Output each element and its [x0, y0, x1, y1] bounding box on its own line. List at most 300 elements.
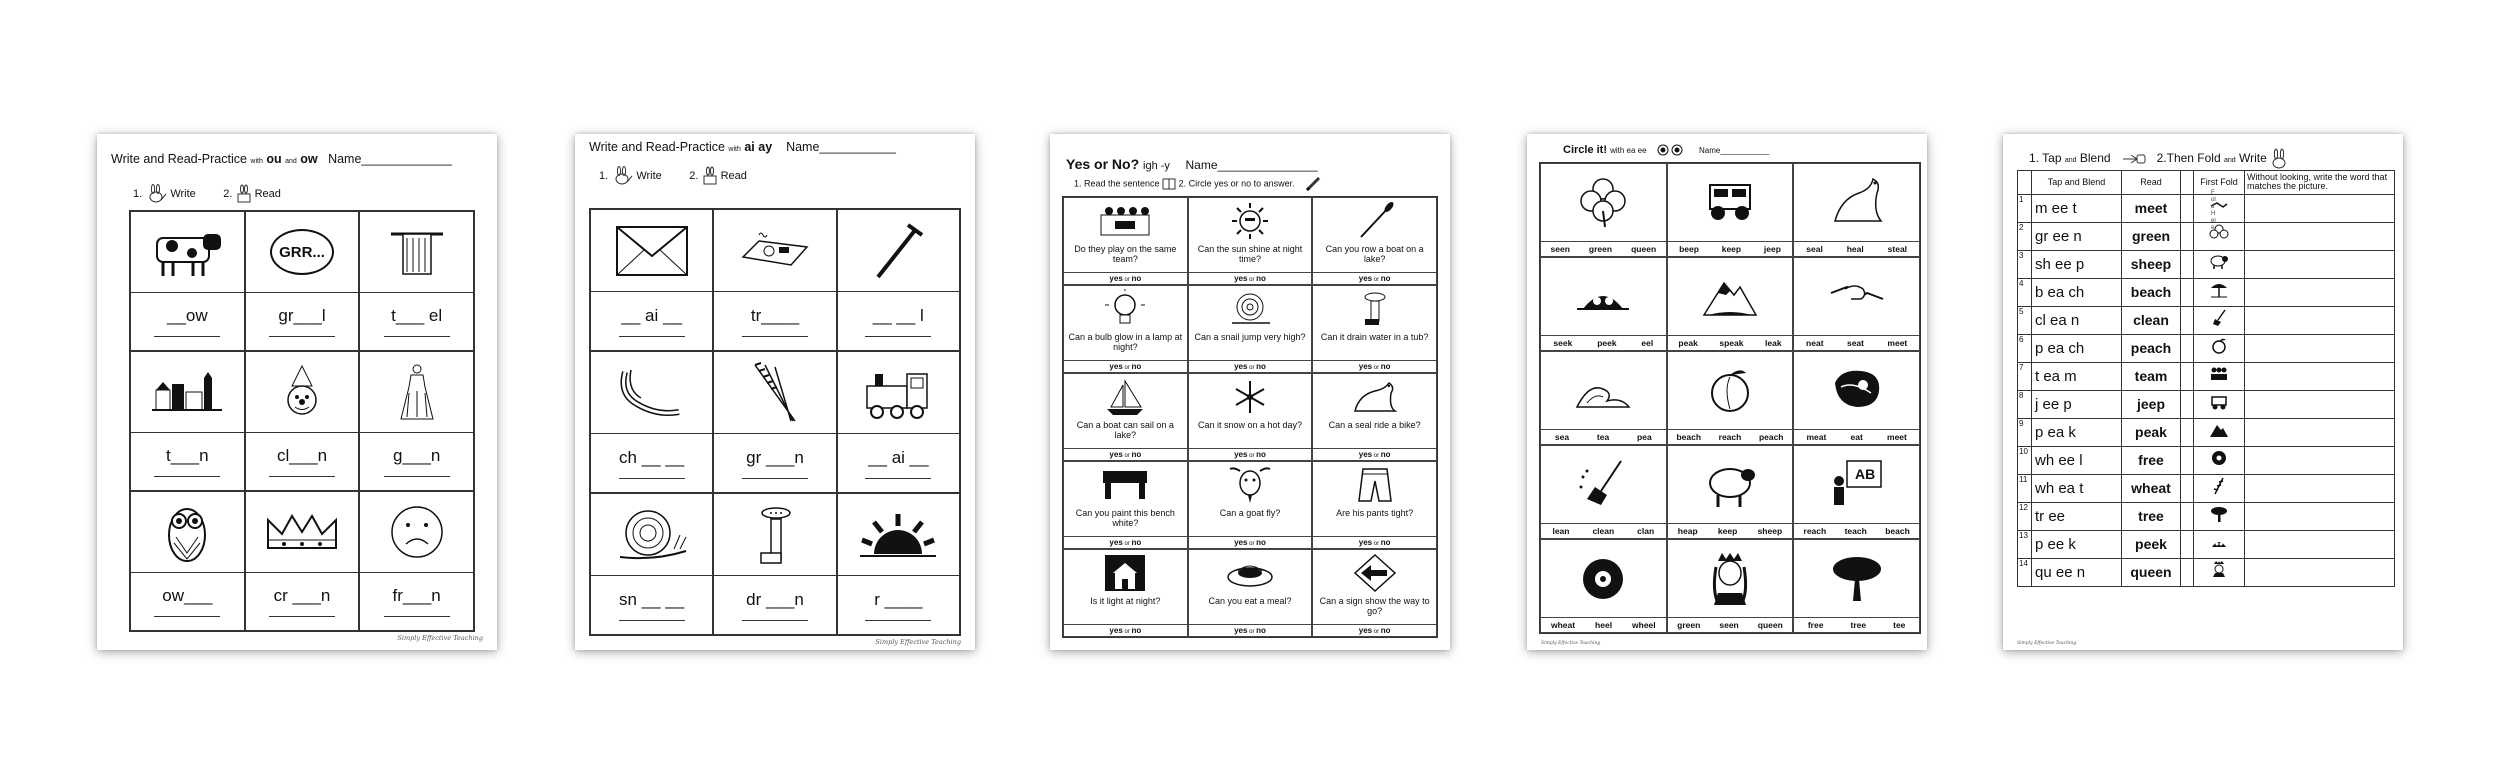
word-choice[interactable]: peak — [1678, 338, 1698, 348]
row-number: 8 — [2018, 390, 2032, 418]
yes-option[interactable]: yes — [1109, 274, 1123, 283]
name-line: Name___________ — [1699, 146, 1770, 155]
table-row — [2018, 334, 2395, 362]
fold-column — [2181, 306, 2194, 334]
pencil-icon — [1305, 176, 1323, 192]
question-text: Can a goat fly? — [1219, 508, 1281, 518]
no-option[interactable]: no — [1131, 362, 1142, 371]
word-choice[interactable]: beach — [1676, 432, 1702, 442]
row-number: 14 — [2018, 558, 2032, 586]
yes-option[interactable]: yes — [1234, 626, 1248, 635]
yes-option[interactable]: yes — [1234, 538, 1248, 547]
word-choice[interactable]: jeep — [1763, 244, 1781, 254]
yes-or-no-choice[interactable] — [1189, 360, 1312, 372]
picture-cell — [1793, 445, 1920, 539]
word-choices — [1794, 429, 1919, 444]
picture-cell — [1667, 257, 1794, 351]
word-blank: g___n — [393, 446, 441, 466]
worksheet-ai-ay[interactable] — [575, 134, 975, 650]
word-blank: cr ___n — [273, 586, 331, 606]
no-option[interactable]: no — [1380, 362, 1391, 371]
word-choices — [1541, 241, 1666, 256]
first-fold-picture — [2194, 222, 2245, 250]
fold-column — [2181, 390, 2194, 418]
write-answer-field[interactable] — [2245, 502, 2395, 530]
book-icon — [1162, 177, 1176, 191]
word-choice[interactable]: steal — [1887, 244, 1908, 254]
worksheet-title: 1. Tap and Blend 2.Then Fold and Write — [2029, 148, 2288, 170]
word-choice[interactable]: reach — [1718, 432, 1742, 442]
team-icon — [2209, 364, 2229, 384]
worksheet-tap-blend-fold[interactable] — [2003, 134, 2403, 650]
bunny-write-icon — [611, 166, 633, 186]
column-header-first-fold: First Fold — [2194, 171, 2245, 195]
column-header-tap: Tap and Blend — [2032, 171, 2122, 195]
instruction-text: Without looking, write the word that matches the picture. — [2245, 171, 2395, 195]
word-choice[interactable]: seat — [1846, 338, 1864, 348]
word-blank: __ow — [167, 306, 208, 326]
teacher-board-icon — [1827, 457, 1887, 513]
yes-or-no-choice[interactable] — [1064, 360, 1187, 372]
picture-cell — [1667, 163, 1794, 257]
picture-cell — [1540, 257, 1667, 351]
or-text: or — [1247, 629, 1257, 635]
word-choice[interactable]: teach — [1844, 526, 1867, 536]
word-choice[interactable]: clean — [1592, 526, 1615, 536]
first-fold-picture — [2194, 194, 2245, 222]
yes-option[interactable]: yes — [1109, 538, 1123, 547]
steak-meat-icon — [1827, 363, 1887, 419]
yes-or-no-choice[interactable] — [1189, 448, 1312, 460]
no-option[interactable]: no — [1380, 274, 1391, 283]
no-option[interactable]: no — [1380, 450, 1391, 459]
question-cell — [1063, 285, 1188, 373]
fold-column — [2181, 530, 2194, 558]
worksheet-title: Write and Read-Practice with ou and ow Name_____________ — [111, 152, 452, 166]
row-number: 3 — [2018, 250, 2032, 278]
read-word: beach — [2122, 278, 2181, 306]
mountain-peak-icon — [2209, 420, 2229, 440]
no-option[interactable]: no — [1380, 626, 1391, 635]
yes-or-no-choice[interactable] — [1064, 448, 1187, 460]
word-choice[interactable]: tee — [1893, 620, 1906, 630]
yes-option[interactable]: yes — [1358, 274, 1373, 283]
table-row — [2018, 222, 2395, 250]
grid-cell — [130, 491, 245, 631]
fold-column — [2181, 194, 2194, 222]
question-cell — [1188, 461, 1313, 549]
table-row — [2018, 530, 2395, 558]
yes-or-no-choice[interactable] — [1189, 272, 1312, 284]
word-choice[interactable]: lean — [1552, 526, 1570, 536]
first-fold-picture — [2194, 334, 2245, 362]
yes-or-no-choice[interactable] — [1313, 448, 1436, 460]
seal-icon — [1345, 377, 1405, 417]
bunny-write-icon — [145, 184, 167, 204]
word-choices — [1668, 523, 1793, 538]
no-option[interactable]: no — [1256, 626, 1266, 635]
jeep-icon — [2209, 392, 2229, 412]
first-fold-picture — [2194, 250, 2245, 278]
team-icon — [1095, 201, 1155, 241]
question-text: Can a sign show the way to go? — [1319, 596, 1430, 617]
word-blank: r ____ — [874, 589, 923, 609]
yes-option[interactable]: yes — [1109, 626, 1123, 635]
read-word: team — [2122, 362, 2181, 390]
write-answer-field[interactable] — [2245, 250, 2395, 278]
yes-option[interactable]: yes — [1358, 538, 1373, 547]
bunny-icon — [2270, 148, 2288, 170]
word-blank: ch __ __ — [619, 447, 685, 467]
write-answer-field[interactable] — [2245, 222, 2395, 250]
question-text: Can you row a boat on a lake? — [1325, 244, 1424, 265]
fold-here-label: Fold Here — [2211, 190, 2217, 231]
column-header-read: Read — [2122, 171, 2181, 195]
drain-icon — [755, 503, 795, 567]
yes-no-question-grid — [1062, 196, 1438, 638]
or-text: or — [1247, 277, 1257, 283]
frown-face-icon — [389, 504, 445, 560]
word-choice[interactable]: seen — [1719, 620, 1739, 630]
word-choice[interactable]: peek — [1597, 338, 1617, 348]
grid-cell — [245, 211, 360, 351]
question-text: Can you paint this bench white? — [1075, 508, 1175, 529]
word-choice[interactable]: heel — [1595, 620, 1613, 630]
yes-or-no-choice[interactable] — [1313, 536, 1436, 548]
word-blank: __ ai __ — [621, 305, 682, 325]
column-header — [2181, 171, 2194, 195]
house-night-icon — [1095, 553, 1155, 593]
word-choice[interactable]: seek — [1553, 338, 1573, 348]
tap-blend-word: gr ee n — [2032, 222, 2122, 250]
word-choice[interactable]: green — [1588, 244, 1613, 254]
word-choices — [1541, 523, 1666, 538]
tap-blend-word: sh ee p — [2032, 250, 2122, 278]
word-choice[interactable]: sea — [1554, 432, 1570, 442]
write-answer-field[interactable] — [2245, 194, 2395, 222]
first-fold-picture — [2194, 446, 2245, 474]
tap-blend-word: tr ee — [2032, 502, 2122, 530]
tap-blend-word: t ea m — [2032, 362, 2122, 390]
question-text: Can a boat can sail on a lake? — [1076, 420, 1174, 441]
grid-cell — [837, 493, 960, 635]
first-fold-picture — [2194, 362, 2245, 390]
picture-word-grid — [589, 208, 961, 636]
word-choice[interactable]: queen — [1631, 244, 1657, 254]
write-answer-field[interactable] — [2245, 418, 2395, 446]
cow-icon — [147, 226, 227, 278]
read-word: green — [2122, 222, 2181, 250]
word-choice[interactable]: keep — [1721, 244, 1742, 254]
grid-cell — [590, 351, 713, 493]
or-text: or — [1122, 365, 1132, 371]
no-option[interactable]: no — [1256, 362, 1266, 371]
picture-cell — [1667, 539, 1794, 633]
grid-cell — [130, 351, 245, 491]
word-choice[interactable]: wheat — [1550, 620, 1576, 630]
word-choice[interactable]: queen — [1757, 620, 1783, 630]
write-answer-field[interactable] — [2245, 306, 2395, 334]
grid-cell — [359, 491, 474, 631]
word-choice[interactable]: wheel — [1632, 620, 1656, 630]
or-text: or — [1372, 365, 1381, 371]
picture-cell — [1540, 163, 1667, 257]
write-answer-field[interactable] — [2245, 390, 2395, 418]
mail-envelope-icon — [614, 224, 690, 278]
picture-cell — [1540, 539, 1667, 633]
word-choice[interactable]: meet — [1887, 432, 1907, 442]
beach-umbrella-icon — [2209, 280, 2229, 300]
word-choice[interactable]: beach — [1885, 526, 1910, 536]
table-row — [2018, 474, 2395, 502]
word-choices — [1541, 429, 1666, 444]
grid-cell — [713, 493, 836, 635]
yes-option[interactable]: yes — [1358, 450, 1373, 459]
town-icon — [152, 372, 222, 412]
fold-column — [2181, 278, 2194, 306]
name-line: Name_______________ — [1185, 158, 1318, 172]
yes-option[interactable]: yes — [1109, 450, 1123, 459]
no-option[interactable]: no — [1131, 538, 1142, 547]
word-choice[interactable]: heal — [1846, 244, 1864, 254]
table-row — [2018, 502, 2395, 530]
yes-or-no-choice[interactable] — [1313, 360, 1436, 372]
word-choice[interactable]: tree — [1850, 620, 1867, 630]
question-cell — [1063, 549, 1188, 637]
question-text: Do they play on the same team? — [1074, 244, 1177, 265]
word-choice[interactable]: seen — [1550, 244, 1570, 254]
fold-column — [2181, 502, 2194, 530]
table-row — [2018, 446, 2395, 474]
fold-column — [2181, 362, 2194, 390]
word-choice[interactable]: peach — [1758, 432, 1784, 442]
sailboat-icon — [1095, 377, 1155, 417]
write-answer-field[interactable] — [2245, 474, 2395, 502]
svg-text:AB: AB — [1854, 465, 1875, 482]
no-option[interactable]: no — [1131, 626, 1142, 635]
read-word: sheep — [2122, 250, 2181, 278]
peek-eyes-icon — [2209, 532, 2229, 552]
yes-option[interactable]: yes — [1358, 362, 1373, 371]
snail-icon — [1220, 289, 1280, 329]
question-cell — [1063, 461, 1188, 549]
tree-icon — [2209, 504, 2229, 524]
grid-cell — [713, 209, 836, 351]
no-option[interactable]: no — [1131, 274, 1142, 283]
word-choice[interactable]: green — [1677, 620, 1701, 630]
seal-icon — [1827, 175, 1887, 231]
light-bulb-icon — [1095, 289, 1155, 329]
fold-column — [2181, 250, 2194, 278]
yes-option[interactable]: yes — [1234, 362, 1248, 371]
grid-cell — [837, 209, 960, 351]
circle-word-grid — [1539, 162, 1921, 634]
write-answer-field[interactable] — [2245, 446, 2395, 474]
or-text: or — [1372, 277, 1381, 283]
table-row — [2018, 278, 2395, 306]
row-number: 6 — [2018, 334, 2032, 362]
word-choice[interactable]: pea — [1637, 432, 1652, 442]
yes-or-no-choice[interactable] — [1064, 624, 1187, 636]
row-number: 5 — [2018, 306, 2032, 334]
word-choices — [1668, 335, 1793, 350]
tap-blend-word: p ea ch — [2032, 334, 2122, 362]
word-choice[interactable]: eat — [1850, 432, 1863, 442]
word-choice[interactable]: meat — [1806, 432, 1827, 442]
word-choices — [1668, 241, 1793, 256]
question-text: Can it snow on a hot day? — [1197, 420, 1303, 430]
no-option[interactable]: no — [1380, 538, 1391, 547]
word-choices — [1668, 617, 1793, 632]
nail-icon — [870, 221, 926, 281]
write-answer-field[interactable] — [2245, 530, 2395, 558]
tap-blend-word: p ee k — [2032, 530, 2122, 558]
word-choice[interactable]: neat — [1806, 338, 1824, 348]
tap-blend-table — [2017, 170, 2395, 587]
row-number: 12 — [2018, 502, 2032, 530]
word-choice[interactable]: eel — [1641, 338, 1654, 348]
worksheet-circle-it[interactable] — [1527, 134, 1927, 650]
picture-cell — [1667, 445, 1794, 539]
word-choice[interactable]: heap — [1677, 526, 1698, 536]
question-cell — [1312, 549, 1437, 637]
word-choice[interactable]: clan — [1637, 526, 1655, 536]
picture-cell — [1540, 351, 1667, 445]
sheep-icon — [2209, 252, 2229, 272]
yes-or-no-choice[interactable] — [1064, 536, 1187, 548]
row-number: 4 — [2018, 278, 2032, 306]
tap-blend-word: qu ee n — [2032, 558, 2122, 586]
read-word: wheat — [2122, 474, 2181, 502]
row-number: 10 — [2018, 446, 2032, 474]
no-option[interactable]: no — [1256, 538, 1266, 547]
yes-option[interactable]: yes — [1234, 450, 1248, 459]
fold-column — [2181, 418, 2194, 446]
fold-column — [2181, 558, 2194, 586]
word-blank: tr____ — [750, 305, 800, 325]
eyes-icon — [1656, 144, 1684, 156]
peach-icon — [1700, 363, 1760, 419]
read-word: clean — [2122, 306, 2181, 334]
word-choice[interactable]: reach — [1803, 526, 1827, 536]
yes-or-no-choice[interactable] — [1313, 272, 1436, 284]
no-option[interactable]: no — [1256, 274, 1266, 283]
meal-plate-icon — [1220, 553, 1280, 593]
tap-blend-word: wh ee l — [2032, 446, 2122, 474]
word-choice[interactable]: meet — [1887, 338, 1908, 348]
table-row — [2018, 390, 2395, 418]
read-word: jeep — [2122, 390, 2181, 418]
table-row — [2018, 418, 2395, 446]
yes-option[interactable]: yes — [1358, 626, 1373, 635]
yes-or-no-choice[interactable] — [1313, 624, 1436, 636]
table-row — [2018, 558, 2395, 586]
grid-cell — [245, 491, 360, 631]
grid-cell — [713, 351, 836, 493]
write-answer-field[interactable] — [2245, 362, 2395, 390]
word-choice[interactable]: tea — [1596, 432, 1610, 442]
question-cell — [1312, 373, 1437, 461]
question-cell — [1312, 197, 1437, 285]
question-text: Can a snail jump very high? — [1194, 332, 1306, 342]
read-word: queen — [2122, 558, 2181, 586]
picture-cell — [1793, 351, 1920, 445]
worksheet-yes-or-no[interactable] — [1050, 134, 1450, 650]
grid-cell — [590, 493, 713, 635]
question-text: Can you eat a meal? — [1208, 596, 1292, 606]
word-choices — [1541, 335, 1666, 350]
jeep-icon — [1700, 175, 1760, 231]
word-blank: gr___l — [278, 306, 326, 326]
worksheet-title: Circle it! with ea ee Name___________ — [1563, 144, 1770, 156]
yes-option[interactable]: yes — [1234, 274, 1248, 283]
sun-rays-icon — [860, 512, 936, 558]
worksheet-ou-ow[interactable] — [97, 134, 497, 650]
no-option[interactable]: no — [1131, 450, 1142, 459]
word-blank: cl___n — [276, 446, 328, 466]
word-blank: dr ___n — [746, 589, 804, 609]
broom-icon — [1573, 457, 1633, 513]
word-blank: t___ el — [391, 306, 443, 326]
write-answer-field[interactable] — [2245, 558, 2395, 586]
queen-icon — [2209, 560, 2229, 580]
yes-or-no-choice[interactable] — [1189, 536, 1312, 548]
word-choice[interactable]: leak — [1765, 338, 1782, 348]
yes-or-no-choice[interactable] — [1189, 624, 1312, 636]
question-cell — [1063, 373, 1188, 461]
word-choice[interactable]: speak — [1719, 338, 1744, 348]
no-option[interactable]: no — [1256, 450, 1266, 459]
word-choice[interactable]: keep — [1717, 526, 1738, 536]
or-text: or — [1372, 629, 1381, 635]
yes-option[interactable]: yes — [1109, 362, 1123, 371]
question-cell — [1188, 285, 1313, 373]
picture-cell — [1540, 445, 1667, 539]
bunny-read-icon — [702, 166, 718, 186]
word-choice[interactable]: sheep — [1757, 526, 1783, 536]
question-cell — [1188, 197, 1313, 285]
grid-cell — [590, 209, 713, 351]
or-text: or — [1247, 541, 1257, 547]
word-choices — [1541, 617, 1666, 632]
write-answer-field[interactable] — [2245, 334, 2395, 362]
snowflake-icon — [1220, 377, 1280, 417]
step-instructions: 1. Read the sentence 2. Circle yes or no to answer. — [1074, 176, 1323, 192]
word-blank: gr ___n — [746, 447, 804, 467]
read-word: meet — [2122, 194, 2181, 222]
question-text: Can it drain water in a tub? — [1320, 332, 1429, 342]
word-choice[interactable]: beep — [1679, 244, 1699, 254]
yes-or-no-choice[interactable] — [1064, 272, 1187, 284]
step-instructions: 1. Write 2. Read — [599, 166, 747, 186]
picture-cell — [1793, 539, 1920, 633]
pointing-hand-icon — [2121, 153, 2147, 165]
or-text: or — [1247, 365, 1257, 371]
word-choices — [1794, 335, 1919, 350]
word-choice[interactable]: free — [1807, 620, 1824, 630]
question-cell — [1312, 461, 1437, 549]
bunny-read-icon — [236, 184, 252, 204]
read-word: tree — [2122, 502, 2181, 530]
tap-blend-word: m ee t — [2032, 194, 2122, 222]
word-choice[interactable]: seal — [1806, 244, 1823, 254]
or-text: or — [1372, 453, 1381, 459]
question-text: Is it light at night? — [1090, 596, 1161, 606]
write-answer-field[interactable] — [2245, 278, 2395, 306]
arrow-sign-icon — [1345, 553, 1405, 593]
worksheet-title: Yes or No? igh -y Name_______________ — [1066, 156, 1318, 172]
oar-icon — [1345, 201, 1405, 241]
